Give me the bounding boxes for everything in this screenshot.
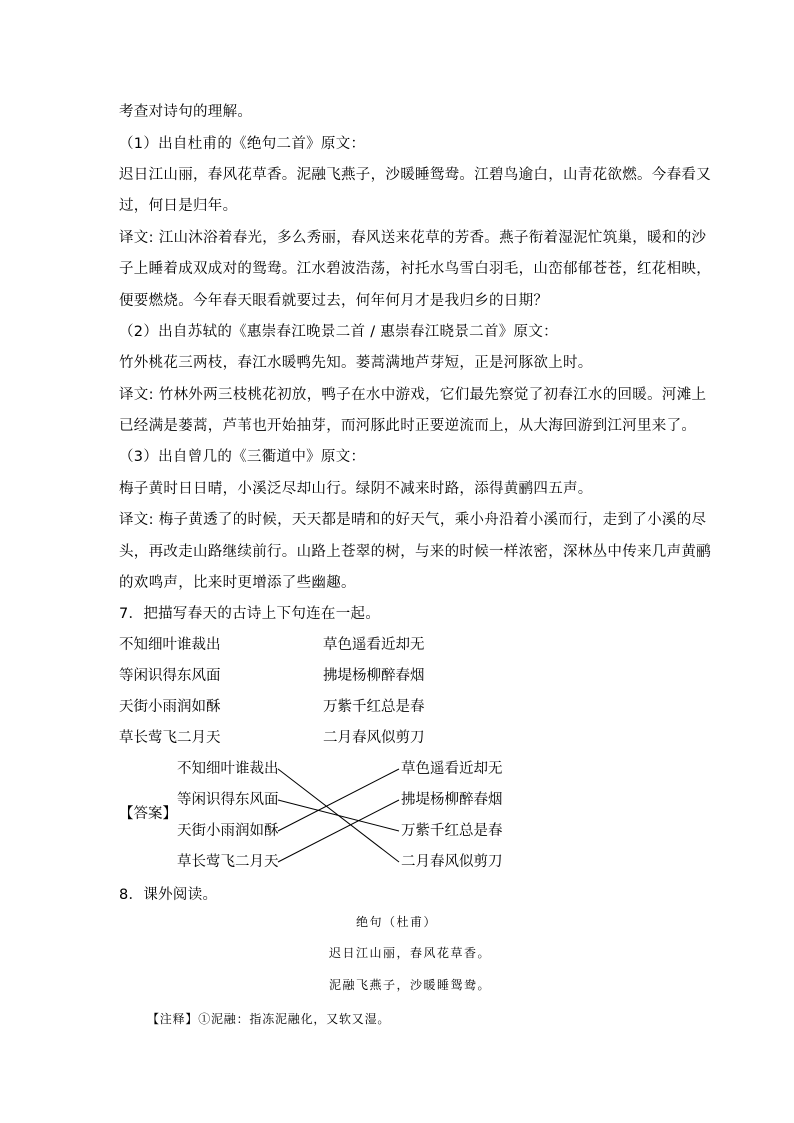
item3-translation-line1: 译文: 梅子黄透了的时候，天天都是晴和的好天气，乘小舟沿着小溪而行，走到了小溪的尽 <box>119 512 707 528</box>
item1-translation-line2: 子上睡着成双成对的鸳鸯。江水碧波浩荡，衬托水鸟雪白羽毛，山峦郁郁苍苍，红花相映， <box>119 261 711 277</box>
q7-left-line-3: 天街小雨润如酥 <box>119 699 221 715</box>
q7-left-line-1: 不知细叶谁裁出 <box>119 637 221 653</box>
item1-original-line1: 迟日江山丽，春风花草香。泥融飞燕子，沙暖睡鸳鸯。江碧鸟逾白，山青花欲燃。今春看又 <box>119 167 711 183</box>
answer-connector-3 <box>278 769 399 831</box>
poem-note: 【注释】①泥融：指冻泥融化，又软又湿。 <box>147 1012 391 1026</box>
item3-original: 梅子黄时日日晴，小溪泛尽却山行。绿阴不减来时路，添得黄鹂四五声。 <box>119 481 593 497</box>
analysis-intro: 考查对诗句的理解。 <box>119 104 253 120</box>
question8-title: 8．课外阅读。 <box>119 887 218 903</box>
q7-left-line-2: 等闲识得东风面 <box>119 668 221 684</box>
poem-title: 绝句（杜甫） <box>356 915 438 929</box>
answer-right-4: 二月春风似剪刀 <box>401 854 503 870</box>
item2-translation-line2: 已经满是蒌蒿，芦苇也开始抽芽，而河豚此时正要逆流而上，从大海回游到江河里来了。 <box>119 418 697 434</box>
q7-right-line-4: 二月春风似剪刀 <box>323 730 425 746</box>
answer-label: 【答案】 <box>119 806 177 822</box>
answer-left-1: 不知细叶谁裁出 <box>177 761 279 777</box>
poem-line-1: 迟日江山丽，春风花草香。 <box>329 946 492 960</box>
item3-heading: （3）出自曾几的《三衢道中》原文： <box>119 449 366 465</box>
answer-left-3: 天街小雨润如酥 <box>177 823 279 839</box>
answer-connector-4 <box>278 800 399 862</box>
item1-original-line2: 过，何日是归年。 <box>119 198 238 214</box>
answer-right-2: 拂堤杨柳醉春烟 <box>401 792 503 808</box>
item1-translation-line3: 便要燃烧。今年春天眼看就要过去，何年何月才是我归乡的日期？ <box>119 293 549 309</box>
question7-title: 7．把描写春天的古诗上下句连在一起。 <box>119 606 381 622</box>
poem-line-2: 泥融飞燕子，沙暖睡鸳鸯。 <box>329 978 492 992</box>
item2-heading: （2）出自苏轼的《惠崇春江晚景二首 / 惠崇春江晓景二首》原文： <box>119 324 558 340</box>
item2-original: 竹外桃花三两枝，春江水暖鸭先知。蒌蒿满地芦芽短，正是河豚欲上时。 <box>119 355 593 371</box>
item1-heading: （1）出自杜甫的《绝句二首》原文： <box>119 136 366 152</box>
answer-left-4: 草长莺飞二月天 <box>177 854 279 870</box>
answer-left-2: 等闲识得东风面 <box>177 792 279 808</box>
answer-connector-2 <box>278 800 399 831</box>
item3-translation-line2: 头，再改走山路继续前行。山路上苍翠的树，与来的时候一样浓密，深林丛中传来几声黄鹂 <box>119 544 711 560</box>
q7-right-line-3: 万紫千红总是春 <box>323 699 425 715</box>
q7-right-line-2: 拂堤杨柳醉春烟 <box>323 668 425 684</box>
q7-right-line-1: 草色遥看近却无 <box>323 637 425 653</box>
item3-translation-line3: 的欢鸣声，比来时更增添了些幽趣。 <box>119 575 356 591</box>
q7-left-line-4: 草长莺飞二月天 <box>119 730 221 746</box>
item1-translation-line1: 译文: 江山沐浴着春光，多么秀丽，春风送来花草的芳香。燕子衔着湿泥忙筑巢，暖和的沙 <box>119 230 707 246</box>
answer-right-3: 万紫千红总是春 <box>401 823 503 839</box>
answer-right-1: 草色遥看近却无 <box>401 761 503 777</box>
item2-translation-line1: 译文: 竹林外两三枝桃花初放，鸭子在水中游戏，它们最先察觉了初春江水的回暖。河滩上 <box>119 387 707 403</box>
